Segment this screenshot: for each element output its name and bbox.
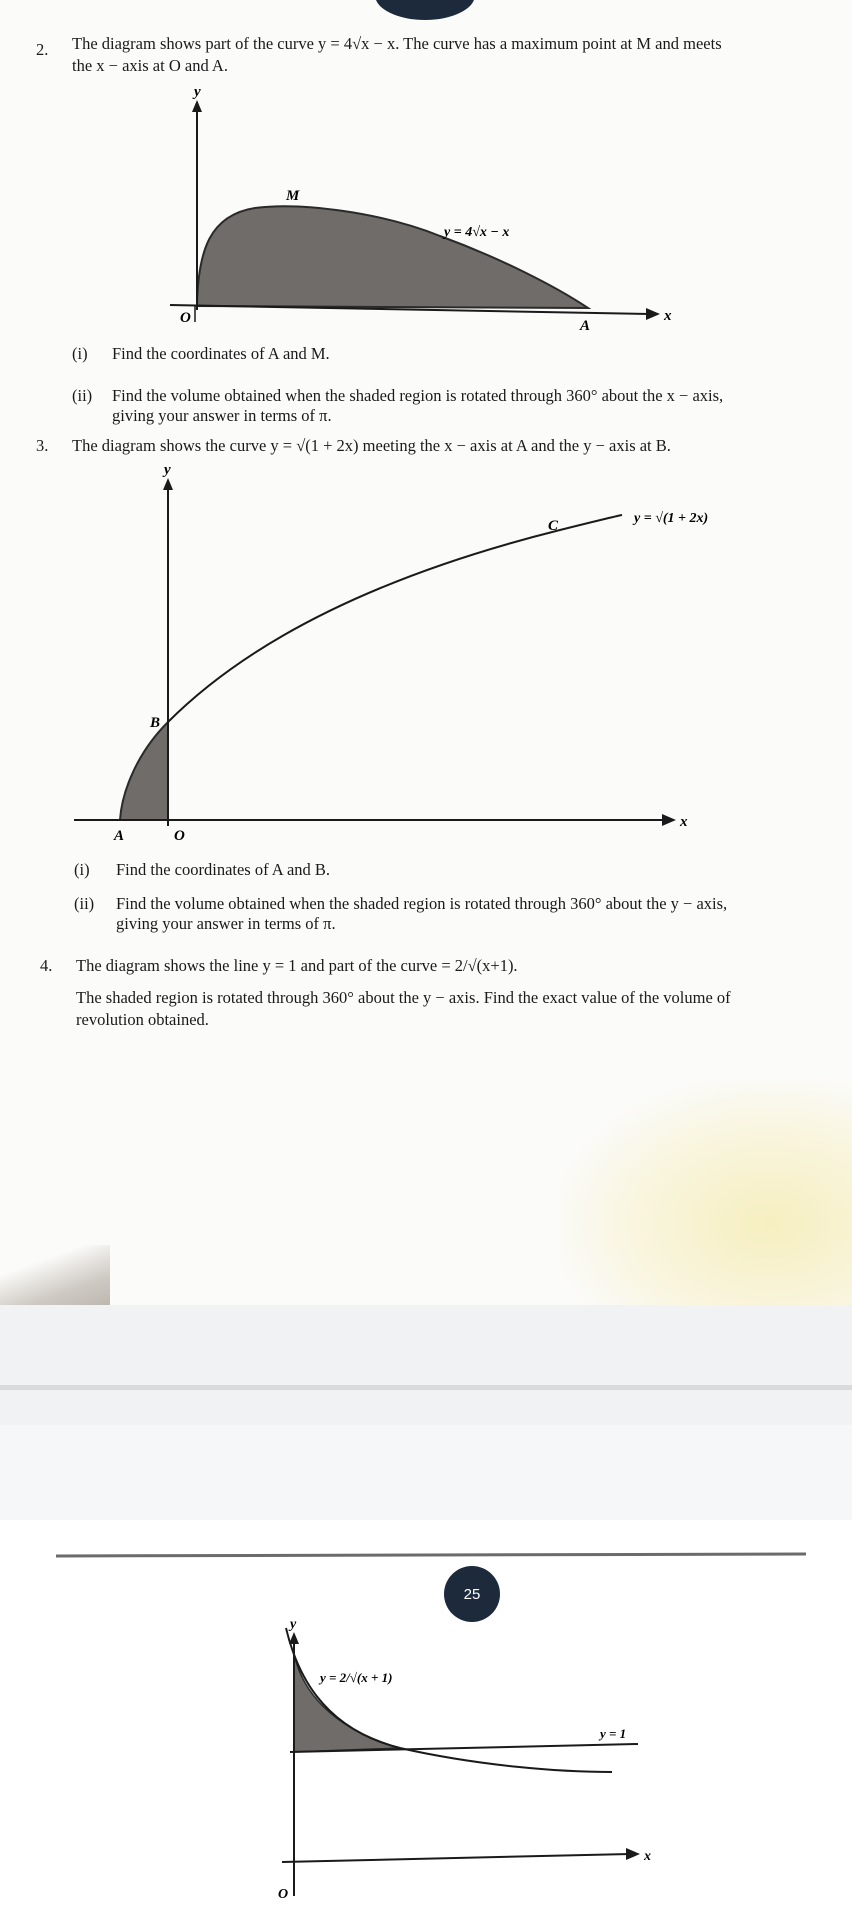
screen-gap bbox=[0, 1305, 852, 1385]
question-4-line-1: The diagram shows the line y = 1 and part of the curve = 2/√(x+1). bbox=[76, 956, 518, 975]
question-2-origin-label: O bbox=[180, 310, 191, 326]
question-4-x-axis bbox=[282, 1854, 630, 1862]
question-2-y-label: y bbox=[194, 84, 201, 100]
question-4-line-label: y = 1 bbox=[600, 1726, 627, 1741]
question-4-x-arrow-icon bbox=[626, 1848, 640, 1860]
question-3-number: 3. bbox=[36, 436, 49, 455]
question-4-x-label: x bbox=[644, 1849, 651, 1864]
screen-gap-3 bbox=[0, 1425, 852, 1520]
page-top-rule bbox=[56, 1554, 806, 1556]
question-4-y-arrow-icon bbox=[289, 1632, 299, 1644]
question-3-x-label: x bbox=[680, 814, 688, 830]
question-2-part-ii-text: Find the volume obtained when the shaded region is rotated through 360° about the x − axis, bbox=[112, 386, 724, 405]
question-3-part-i-text: Find the coordinates of A and B. bbox=[116, 860, 331, 879]
question-3-origin-label: O bbox=[174, 828, 185, 844]
question-2-number: 2. bbox=[36, 40, 49, 59]
question-4-origin-label: O bbox=[278, 1887, 289, 1902]
question-2-x-label: x bbox=[664, 308, 672, 324]
question-4-y-label: y bbox=[290, 1617, 297, 1632]
question-4-curve-label: y = 2/√(x + 1) bbox=[320, 1670, 393, 1685]
screen-gap-2 bbox=[0, 1390, 852, 1425]
question-3-point-a: A bbox=[114, 828, 125, 844]
question-3-part-ii-label: (ii) bbox=[74, 894, 95, 913]
question-3-curve-label: y = √(1 + 2x) bbox=[634, 511, 709, 526]
question-4-line-3: revolution obtained. bbox=[76, 1010, 209, 1029]
question-3-y-arrow-icon bbox=[163, 478, 173, 490]
page-number-badge: 25 bbox=[444, 1566, 500, 1622]
question-2-curve-label: y = 4√x − x bbox=[444, 225, 510, 240]
question-2-part-ii-text-2: giving your answer in terms of π. bbox=[112, 406, 332, 425]
question-2-line-1: The diagram shows part of the curve y = 4√x − x. The curve has a maximum point at M and meets bbox=[72, 34, 722, 53]
question-2-part-i-text: Find the coordinates of A and M. bbox=[112, 344, 330, 363]
question-4-line-2: The shaded region is rotated through 360° about the y − axis. Find the exact value of the volume of bbox=[76, 988, 731, 1007]
question-3-point-c: C bbox=[548, 518, 559, 534]
question-3-line-1: The diagram shows the curve y = √(1 + 2x) meeting the x − axis at A and the y − axis at B. bbox=[72, 436, 671, 455]
question-2-part-ii-label: (ii) bbox=[72, 386, 93, 405]
question-3-shaded-region bbox=[120, 722, 168, 820]
question-4-diagram bbox=[0, 1520, 852, 1920]
question-2-point-m: M bbox=[286, 188, 300, 204]
question-2-part-i-label: (i) bbox=[72, 344, 88, 363]
question-2-line-2: the x − axis at O and A. bbox=[72, 56, 228, 75]
question-3-curve bbox=[168, 515, 622, 722]
question-3-part-i-label: (i) bbox=[74, 860, 90, 879]
question-3-x-arrow-icon bbox=[662, 814, 676, 826]
question-3-part-ii-text-2: giving your answer in terms of π. bbox=[116, 914, 336, 933]
question-4-shaded-region bbox=[294, 1654, 400, 1752]
question-3-part-ii-text: Find the volume obtained when the shaded region is rotated through 360° about the y − axis, bbox=[116, 894, 728, 913]
question-3-point-b: B bbox=[150, 715, 161, 731]
question-2-point-a: A bbox=[580, 318, 591, 334]
question-4-number: 4. bbox=[40, 956, 53, 975]
question-3-y-label: y bbox=[164, 462, 171, 478]
